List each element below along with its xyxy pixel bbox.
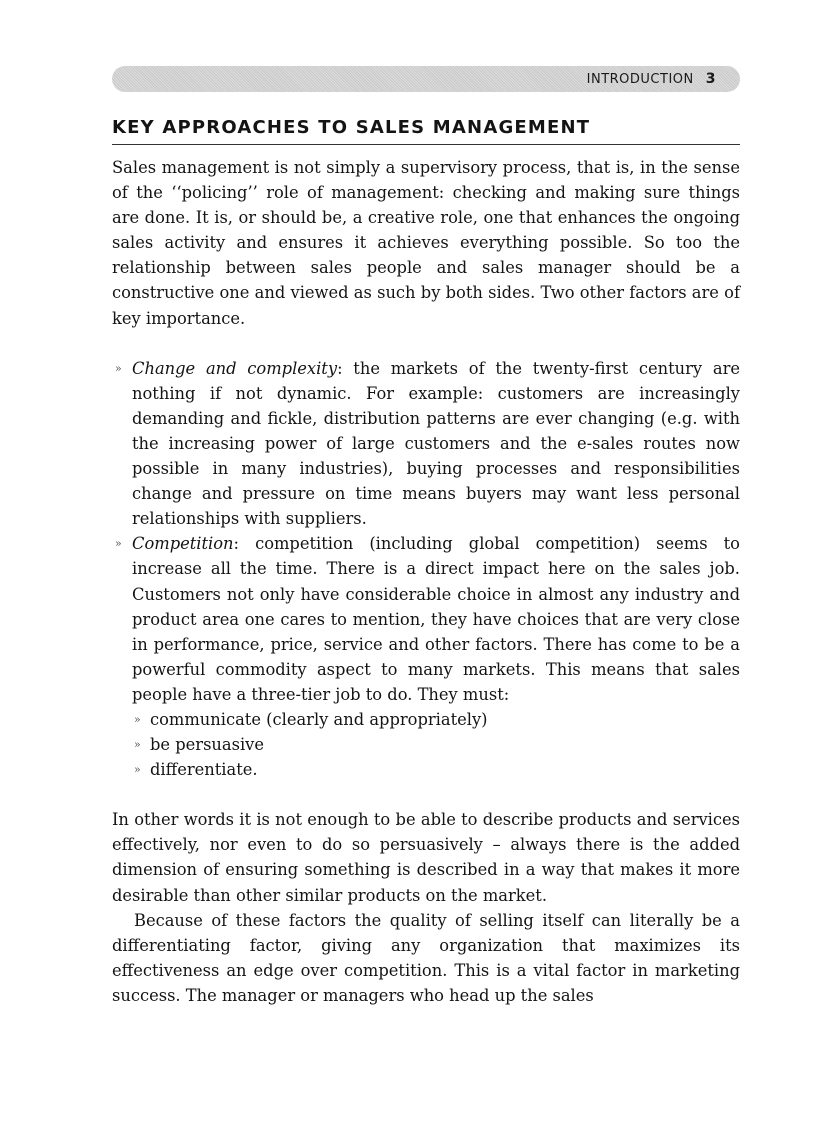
bullet-item-change-and-complexity [112,356,740,532]
sub-bullet-text: be persuasive [150,735,265,755]
bullet-text: : competition (including global competition) seems to increase all the time. There is a direct impact here on the sales job. Customers not only have considerable choice in almost any industry and product area one cares to mention, they have choices that are very close in performance, price, service and other factors. There has come to be a powerful commodity aspect to many markets. This means that sales people have a three-tier job to do. They must: [132,534,740,704]
intro-paragraph: Sales management is not simply a supervisory process, that is, in the sense of the ‘‘policing’’ role of management: checking and making sure things are done. It is, or should be, a creative role, one that enhances the ongoing sales activity and ensures it achieves everything possible. So too the relationship between sales people and sales manager should be a constructive one and viewed as such by both sides. Two other factors are of key importance. [112,158,740,328]
bullet-item-competition [112,531,740,782]
bullet-chevron-icon: » [134,712,141,726]
bullet-chevron-icon: » [115,361,122,375]
bullet-text: : the markets of the twenty-first century are nothing if not dynamic. For example: customers are increasingly demanding and fickle, distribution patterns are ever changing (e.g. with the increasing power of large customers and the e-sales routes now possible in many industries), buying processes and responsibilities change and pressure on time means buyers may want less personal relationships with suppliers. [132,358,740,529]
sub-bullet-item [132,757,740,782]
body-paragraph-3: Because of these factors the quality of selling itself can literally be a differentiating factor, giving any organization that maximizes its effectiveness an edge over competition. This is a vital factor in marketing success. The manager or managers who head up the sales [112,910,740,1005]
running-head-bar [112,66,740,92]
bullet-term: Change and complexity [132,358,338,378]
page-number: 3 [705,71,716,87]
sub-bullet-item [132,707,740,732]
sub-bullet-item [132,732,740,757]
running-head [587,70,716,89]
body-paragraph-2: In other words it is not enough to be able to describe products and services effectively, nor even to do so persuasively – always there is the added dimension of ensuring something is described in a way that makes it more desirable than other similar products on the market. [112,810,740,905]
sub-bullet-list [132,707,740,782]
sub-bullet-text: communicate (clearly and appropriately) [150,709,488,729]
bullet-list [112,356,740,783]
bullet-chevron-icon: » [115,537,122,551]
running-head-section: INTRODUCTION [586,72,694,87]
section-title: KEY APPROACHES TO SALES MANAGEMENT [112,116,740,145]
sub-bullet-text: differentiate. [150,760,258,780]
bullet-chevron-icon: » [134,738,141,752]
bullet-chevron-icon: » [134,763,141,777]
bullet-term: Competition [132,534,234,554]
body-text [112,155,740,1008]
